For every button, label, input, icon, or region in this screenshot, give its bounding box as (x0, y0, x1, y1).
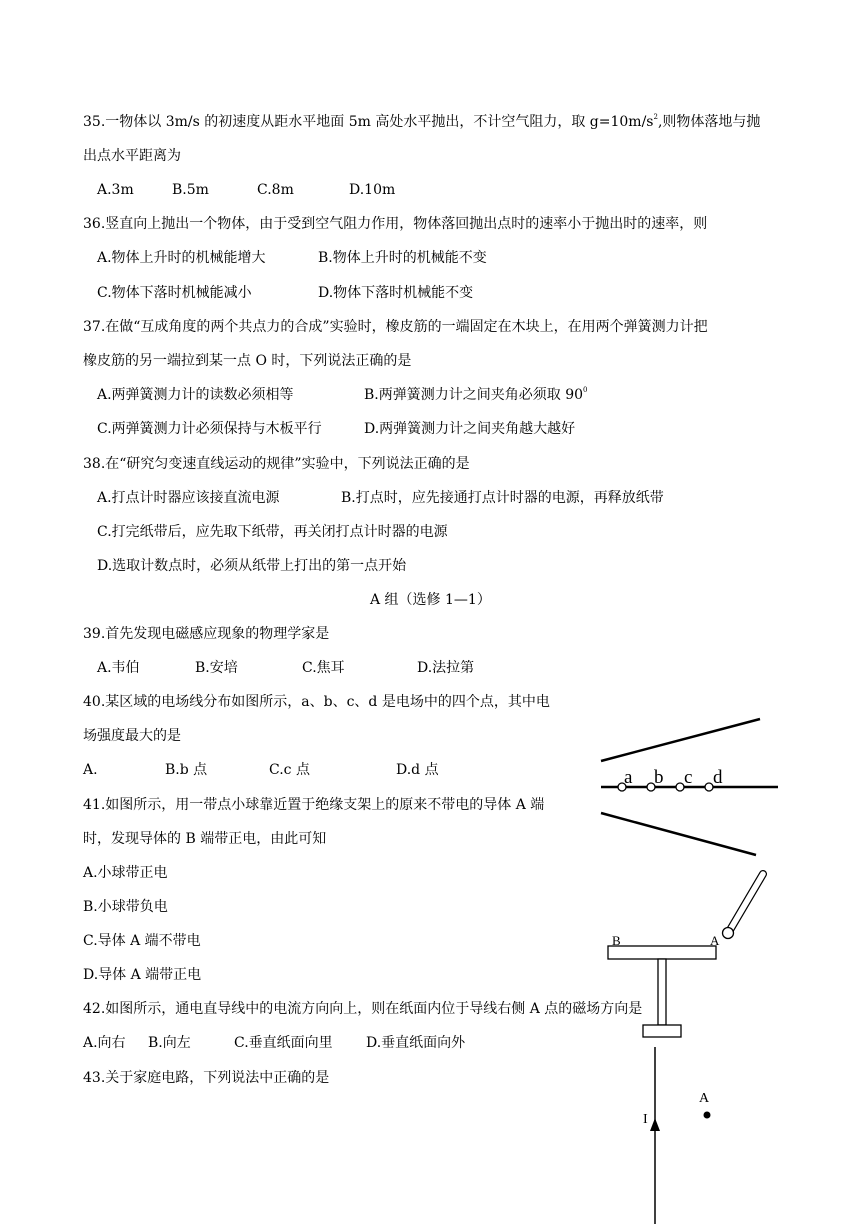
current-arrow (650, 1118, 660, 1131)
q42-stem: 42.如图所示，通电直导线中的电流方向向上，则在纸面内位于导线右侧 A 点的磁场方向是 (83, 1001, 643, 1017)
q41-option-d: D.导体 A 端带正电 (83, 967, 202, 983)
current-label: I (643, 1112, 648, 1127)
q40-option-c: C.c 点 (269, 762, 310, 778)
q37-option-a: A.两弹簧测力计的读数必须相等 (97, 387, 294, 403)
q40-stem-line2: 场强度最大的是 (83, 728, 181, 744)
q40-option-a: A. (83, 762, 98, 778)
conductor-end-a-label: A (710, 933, 720, 948)
q39-option-a: A.韦伯 (97, 660, 140, 676)
q42-option-c: C.垂直纸面向里 (234, 1035, 333, 1051)
q37-degree-superscript: 0 (583, 386, 588, 394)
q41-option-a: A.小球带正电 (83, 865, 168, 881)
q35-option-a: A.3m (97, 182, 134, 198)
field-line-lower (601, 813, 756, 855)
q39-option-d: D.法拉第 (417, 660, 475, 676)
section-title: A 组（选修 1—1） (370, 592, 491, 608)
field-line-upper (601, 719, 760, 761)
q38-option-d: D.选取计数点时，必须从纸带上打出的第一点开始 (97, 558, 407, 574)
charged-ball (723, 928, 734, 939)
q40-option-b: B.b 点 (165, 762, 208, 778)
q39-stem: 39.首先发现电磁感应现象的物理学家是 (83, 626, 330, 642)
point-d-label: d (713, 767, 723, 788)
q38-option-c: C.打完纸带后，应先取下纸带，再关闭打点计时器的电源 (97, 524, 448, 540)
q36-option-d: D.物体下落时机械能不变 (318, 285, 474, 301)
q38-stem: 38.在“研究匀变速直线运动的规律”实验中，下列说法正确的是 (83, 456, 470, 472)
q41-stem-line2: 时，发现导体的 B 端带正电，由此可知 (83, 831, 327, 847)
q37-option-d: D.两弹簧测力计之间夹角越大越好 (364, 421, 576, 437)
q35-stem-text-b: ,则物体落地与抛 (657, 114, 761, 130)
point-c-marker (676, 783, 684, 791)
point-d-marker (705, 783, 713, 791)
point-b-label: b (654, 767, 664, 788)
q35-superscript: 2 (653, 113, 658, 121)
point-a-label: a (624, 767, 633, 788)
point-a-label-q42: A (699, 1091, 710, 1106)
q37-option-c: C.两弹簧测力计必须保持与木板平行 (97, 421, 322, 437)
q42-option-a: A.向右 (83, 1035, 126, 1051)
q41-option-c: C.导体 A 端不带电 (83, 933, 201, 949)
q42-option-d: D.垂直纸面向外 (366, 1035, 466, 1051)
q35-option-c: C.8m (257, 182, 294, 198)
q36-option-a: A.物体上升时的机械能增大 (97, 250, 266, 266)
ball-rod-fill (730, 874, 763, 930)
q40-stem-line1: 40.某区域的电场线分布如图所示，a、b、c、d 是电场中的四个点，其中电 (83, 694, 550, 710)
q42-option-b: B.向左 (148, 1035, 191, 1051)
q35-stem-line2: 出点水平距离为 (83, 148, 181, 164)
point-c-label: c (684, 767, 693, 788)
q38-option-b: B.打点时，应先接通打点计时器的电源，再释放纸带 (341, 490, 664, 506)
q35-option-d: D.10m (349, 182, 396, 198)
q40-option-d: D.d 点 (396, 762, 439, 778)
q38-option-a: A.打点计时器应该接直流电源 (97, 490, 280, 506)
q39-option-c: C.焦耳 (302, 660, 345, 676)
q41-stem-line1: 41.如图所示，用一带点小球靠近置于绝缘支架上的原来不带电的导体 A 端 (83, 797, 545, 813)
q39-option-b: B.安培 (195, 660, 238, 676)
q43-stem: 43.关于家庭电路，下列说法中正确的是 (83, 1070, 330, 1086)
conductor-body (608, 946, 716, 959)
point-a-dot (704, 1112, 711, 1119)
q41-option-b: B.小球带负电 (83, 899, 168, 915)
q37-stem-line1: 37.在做“互成角度的两个共点力的合成”实验时，橡皮筋的一端固定在木块上，在用两个弹簧测力计把 (83, 319, 708, 335)
q37-option-b-text: B.两弹簧测力计之间夹角必须取 90 (364, 387, 584, 403)
q35-option-b: B.5m (172, 182, 209, 198)
q36-option-c: C.物体下落时机械能减小 (97, 285, 252, 301)
q37-stem-line2: 橡皮筋的另一端拉到某一点 O 时，下列说法正确的是 (83, 353, 412, 369)
insulating-stand (658, 959, 666, 1025)
q36-option-b: B.物体上升时的机械能不变 (318, 250, 487, 266)
q36-stem: 36.竖直向上抛出一个物体，由于受到空气阻力作用，物体落回抛出点时的速率小于抛出时的速率，则 (83, 216, 708, 232)
conductor-end-b-label: B (612, 933, 621, 948)
stand-base (643, 1025, 681, 1037)
q35-stem-text-a: 35.一物体以 3m/s 的初速度从距水平地面 5m 高处水平抛出，不计空气阻力，取 g=10m/s (83, 114, 654, 130)
